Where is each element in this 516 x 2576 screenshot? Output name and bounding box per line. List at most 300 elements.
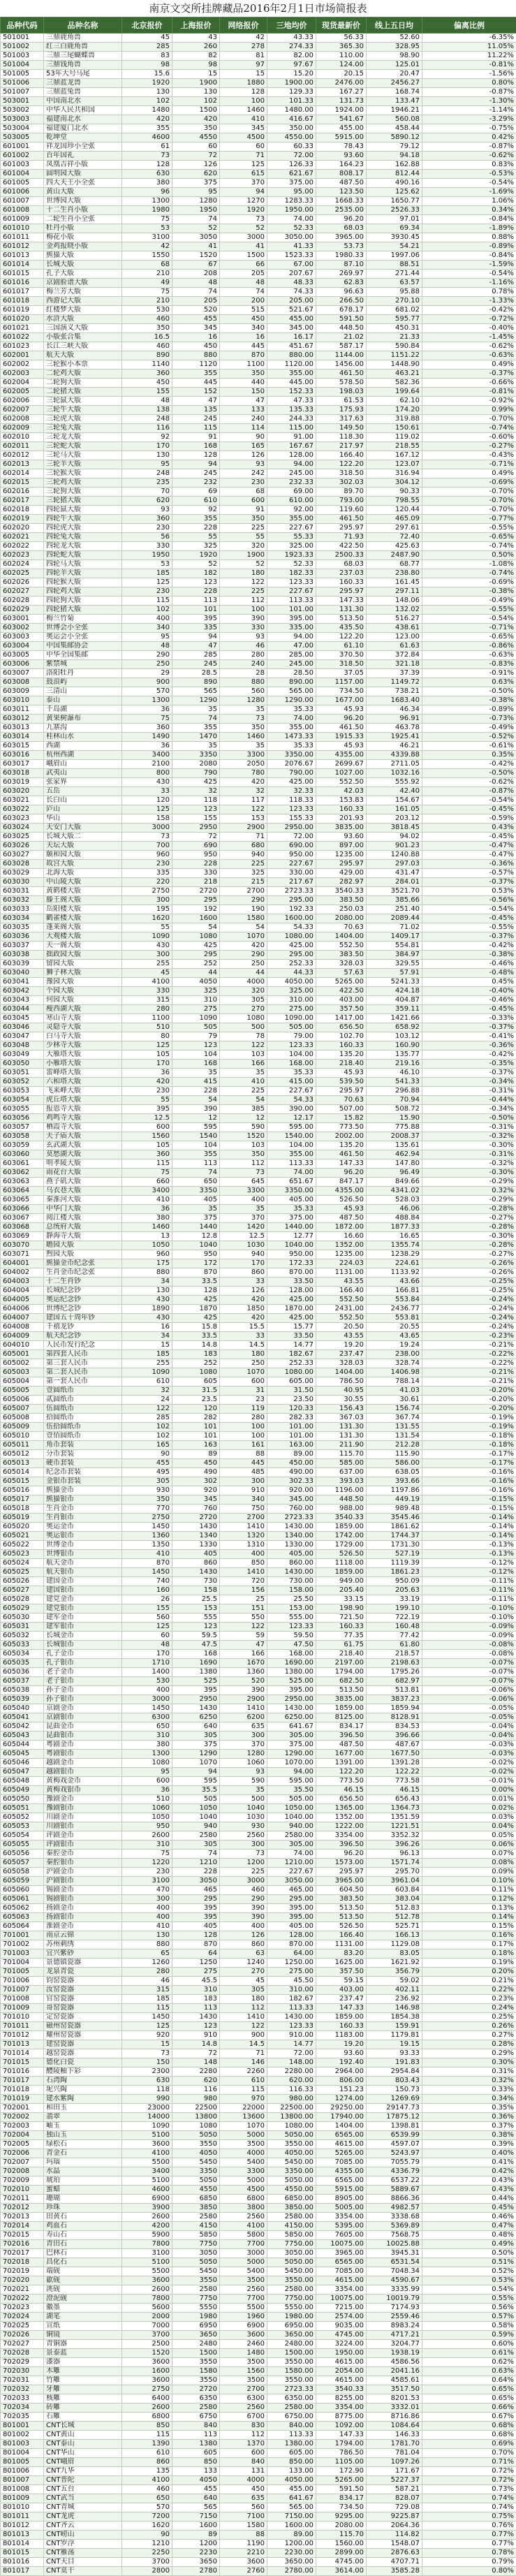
cell-name: 四轮猴大版 [44, 578, 122, 587]
cell-five-day-avg: 57.91 [367, 969, 422, 978]
cell-shanghai-price: 880 [172, 351, 220, 360]
cell-deviation: 0.13% [422, 1904, 516, 1913]
cell-code: 603057 [1, 1123, 44, 1132]
cell-beijing-price: 6400 [122, 2394, 172, 2403]
table-row [1, 1405, 516, 1414]
cell-deviation: -0.84% [422, 251, 516, 261]
cell-beijing-price: 305 [122, 1477, 172, 1486]
cell-deviation: 0.52% [422, 2267, 516, 2276]
cell-online-price: 880 [220, 678, 267, 687]
cell-online-price: 71 [220, 2049, 267, 2058]
cell-spot-latest: 1915.33 [316, 733, 367, 742]
cell-shanghai-price: 7750 [172, 2240, 220, 2249]
cell-five-day-avg: 319.88 [367, 415, 422, 424]
cell-name: 雨花台大版 [44, 1169, 122, 1178]
table-row [1, 460, 516, 469]
cell-beijing-price: 380 [122, 1214, 172, 1223]
cell-online-price: 126 [220, 1931, 267, 1940]
table-row [1, 2186, 516, 2195]
cell-spot-latest: 1924.00 [316, 106, 367, 115]
cell-name: 紫禁城 [44, 660, 122, 669]
cell-five-day-avg: 3332.01 [367, 2403, 422, 2413]
cell-five-day-avg: 148.06 [367, 597, 422, 606]
cell-online-price: 940 [220, 851, 267, 860]
table-row [1, 1141, 516, 1150]
cell-online-price: 1670 [220, 1659, 267, 1668]
cell-beijing-price: 73 [122, 2049, 172, 2058]
cell-spot-latest: 2054.00 [316, 2367, 367, 2376]
cell-three-avg: 101.00 [267, 1423, 316, 1432]
cell-deviation: -0.18% [422, 1432, 516, 1441]
cell-name: 建军银币 [44, 1623, 122, 1632]
cell-three-avg: 641.67 [267, 1722, 316, 1732]
cell-spot-latest: 1625.00 [316, 1959, 367, 1968]
cell-beijing-price: 5100 [122, 2131, 172, 2140]
cell-code: 702017 [1, 2249, 44, 2258]
cell-five-day-avg: 4707.71 [367, 2558, 422, 2567]
cell-spot-latest: 429.00 [316, 869, 367, 878]
cell-online-price: 1030 [220, 1241, 267, 1250]
cell-code: 701018 [1, 2086, 44, 2095]
table-row [1, 1505, 516, 1514]
cell-deviation: 0.11% [422, 1886, 516, 1895]
table-row [1, 388, 516, 397]
cell-spot-latest: 62.83 [316, 279, 367, 288]
cell-name: CNT天目 [44, 2558, 122, 2567]
cell-name: 福建南北水 [44, 115, 122, 124]
cell-three-avg: 35.50 [267, 1786, 316, 1795]
cell-five-day-avg: 166.13 [367, 1931, 422, 1940]
cell-five-day-avg: 553.84 [367, 1296, 422, 1305]
table-row [1, 324, 516, 333]
cell-online-price: 420 [220, 1314, 267, 1323]
table-row [1, 1786, 516, 1795]
table-row [1, 615, 516, 624]
cell-code: 604002 [1, 1268, 44, 1278]
cell-spot-latest: 6565.00 [316, 2131, 367, 2140]
cell-five-day-avg: 135.77 [367, 1051, 422, 1060]
cell-deviation: -0.24% [422, 1314, 516, 1323]
cell-five-day-avg: 3521.70 [367, 887, 422, 896]
cell-online-price: 600 [220, 2449, 267, 2458]
cell-code: 702032 [1, 2385, 44, 2394]
cell-code: 603048 [1, 1041, 44, 1051]
cell-beijing-price: 45 [122, 969, 172, 978]
cell-name: 大观楼大版 [44, 932, 122, 942]
cell-deviation: -0.28% [422, 1241, 516, 1250]
cell-shanghai-price: 130 [172, 88, 220, 97]
cell-deviation: 0.48% [422, 2231, 516, 2240]
cell-shanghai-price: 950 [172, 1250, 220, 1259]
cell-code: 702002 [1, 2113, 44, 2122]
cell-code: 701013 [1, 2040, 44, 2049]
cell-spot-latest: 115.70 [316, 2531, 367, 2540]
cell-beijing-price: 950 [122, 1822, 172, 1831]
cell-name: 二轮猪大版 [44, 388, 122, 397]
cell-beijing-price: 60 [122, 1632, 172, 1641]
cell-five-day-avg: 2954.84 [367, 2068, 422, 2077]
table-row [1, 2195, 516, 2204]
cell-beijing-price: 1300 [122, 696, 172, 705]
cell-online-price: 305 [220, 996, 267, 1005]
cell-three-avg: 1250.00 [267, 1959, 316, 1968]
cell-shanghai-price: 505 [172, 1795, 220, 1804]
cell-shanghai-price: 163 [172, 1441, 220, 1450]
cell-shanghai-price: 450 [172, 342, 220, 351]
cell-name: 粤剧银币 [44, 1750, 122, 1759]
cell-spot-latest: 1404.00 [316, 932, 367, 942]
cell-online-price: 3500 [220, 2376, 267, 2385]
cell-name: 千禧龙钞 [44, 1323, 122, 1332]
cell-online-price: 3600 [220, 2558, 267, 2567]
cell-deviation: -0.62% [422, 152, 516, 161]
cell-five-day-avg: 849.66 [367, 1178, 422, 1187]
cell-spot-latest: 122.20 [316, 460, 367, 469]
cell-three-avg: 4150.00 [267, 2222, 316, 2231]
cell-code: 601018 [1, 297, 44, 306]
table-row [1, 406, 516, 415]
cell-code: 603007 [1, 669, 44, 678]
cell-code: 603006 [1, 660, 44, 669]
table-row [1, 2049, 516, 2058]
cell-shanghai-price: 113 [172, 2431, 220, 2440]
cell-spot-latest: 96.20 [316, 215, 367, 224]
cell-deviation: 0.09% [422, 1868, 516, 1877]
cell-name: 长城金币 [44, 1632, 122, 1641]
table-row [1, 1450, 516, 1459]
cell-beijing-price: 530 [122, 306, 172, 315]
cell-spot-latest: 7085.00 [316, 2158, 367, 2167]
cell-online-price: 680 [220, 842, 267, 851]
cell-spot-latest: 2002.00 [316, 1132, 367, 1141]
cell-code: 702009 [1, 2176, 44, 2186]
cell-three-avg: 295.00 [267, 1895, 316, 1904]
cell-spot-latest: 201.93 [316, 814, 367, 824]
table-row [1, 2158, 516, 2167]
table-row [1, 814, 516, 824]
cell-name: 湖笔 [44, 2313, 122, 2322]
cell-beijing-price: 2800 [122, 2567, 172, 2576]
cell-online-price: 400 [220, 1550, 267, 1559]
cell-deviation: -0.49% [422, 597, 516, 606]
cell-beijing-price: 400 [122, 1913, 172, 1922]
cell-spot-latest: 3354.00 [316, 2285, 367, 2295]
cell-online-price: 340 [220, 1495, 267, 1505]
cell-three-avg: 390.00 [267, 1105, 316, 1114]
cell-code: 602027 [1, 587, 44, 597]
cell-code: 702035 [1, 2413, 44, 2422]
cell-code: 602018 [1, 506, 44, 515]
cell-online-price: 97 [220, 61, 267, 70]
cell-shanghai-price: 1980 [172, 2313, 220, 2322]
cell-spot-latest: 1235.00 [316, 1250, 367, 1259]
cell-name: 四轮猪大版 [44, 606, 122, 615]
cell-shanghai-price: 4550 [172, 2186, 220, 2195]
cell-name: 汝窑瓷器 [44, 1986, 122, 1995]
cell-code: 605034 [1, 1650, 44, 1659]
cell-deviation: 0.20% [422, 1968, 516, 1977]
cell-name: 长江三峡大版 [44, 342, 122, 351]
cell-shanghai-price: 54 [172, 923, 220, 932]
cell-code: 603045 [1, 1014, 44, 1023]
table-row [1, 1132, 516, 1141]
cell-five-day-avg: 781.04 [367, 2449, 422, 2458]
cell-deviation: -0.08% [422, 1641, 516, 1650]
cell-three-avg: 155.33 [267, 814, 316, 824]
cell-shanghai-price: 102 [172, 97, 220, 106]
cell-five-day-avg: 8716.86 [367, 2413, 422, 2422]
cell-three-avg: 4050.00 [267, 2149, 316, 2158]
cell-online-price: 3300 [220, 751, 267, 760]
cell-spot-latest: 1456.00 [316, 360, 367, 369]
cell-shanghai-price: 415 [172, 1078, 220, 1087]
cell-deviation: -0.18% [422, 1441, 516, 1450]
cell-five-day-avg: 95.88 [367, 288, 422, 297]
cell-beijing-price: 55 [122, 1096, 172, 1105]
cell-name: 龙泉青瓷 [44, 1968, 122, 1977]
cell-beijing-price: 300 [122, 951, 172, 960]
cell-beijing-price: 195 [122, 905, 172, 914]
cell-beijing-price: 530 [122, 1677, 172, 1686]
cell-online-price: 400 [220, 1922, 267, 1931]
cell-spot-latest: 1118.00 [316, 1559, 367, 1568]
cell-five-day-avg: 1119.39 [367, 1559, 422, 1568]
cell-spot-latest: 1391.00 [316, 1759, 367, 1768]
cell-code: 605048 [1, 1777, 44, 1786]
table-row [1, 1677, 516, 1686]
cell-deviation: 0.30% [422, 2058, 516, 2068]
cell-spot-latest: 68.03 [316, 560, 367, 569]
cell-three-avg: 44.33 [267, 969, 316, 978]
cell-code: 604001 [1, 1259, 44, 1268]
cell-name: 中国集邮协会 [44, 642, 122, 651]
cell-five-day-avg: 199.10 [367, 1604, 422, 1613]
cell-deviation: 0.34% [422, 2095, 516, 2104]
table-row [1, 2285, 516, 2295]
cell-three-avg: 91.00 [267, 433, 316, 442]
cell-online-price: 112 [220, 2004, 267, 2013]
cell-deviation: 0.16% [422, 1931, 516, 1940]
cell-online-price: 1410 [220, 1568, 267, 1577]
cell-name: 越窑瓷器 [44, 2049, 122, 2058]
cell-name: 巴林石 [44, 2249, 122, 2258]
cell-shanghai-price: 605 [172, 2449, 220, 2458]
cell-beijing-price: 125 [122, 1623, 172, 1632]
cell-five-day-avg: 372.84 [367, 651, 422, 660]
cell-online-price: 1850 [220, 1305, 267, 1314]
cell-online-price: 1410 [220, 1704, 267, 1713]
cell-spot-latest: 604.50 [316, 1886, 367, 1895]
cell-deviation: 0.33% [422, 2086, 516, 2095]
cell-beijing-price: 570 [122, 2503, 172, 2512]
cell-three-avg: 2076.67 [267, 760, 316, 769]
cell-name: 玄武湖大版 [44, 1141, 122, 1150]
cell-three-avg: 730.00 [267, 1577, 316, 1586]
table-row [1, 742, 516, 751]
table-row [1, 1486, 516, 1495]
cell-deviation: 1.06% [422, 197, 516, 206]
table-row [1, 1350, 516, 1359]
cell-five-day-avg: 527.19 [367, 1550, 422, 1559]
cell-shanghai-price: 310 [172, 996, 220, 1005]
cell-three-avg: 5050.00 [267, 2258, 316, 2267]
cell-code: 801017 [1, 2567, 44, 2576]
cell-online-price: 440 [220, 379, 267, 388]
cell-code: 801005 [1, 2458, 44, 2467]
cell-online-price: 54 [220, 1096, 267, 1105]
cell-shanghai-price: 168 [172, 1650, 220, 1659]
cell-five-day-avg: 4339.88 [367, 751, 422, 760]
cell-name: 评剧金币 [44, 1831, 122, 1840]
cell-three-avg: 167.67 [267, 442, 316, 451]
cell-code: 603024 [1, 824, 44, 833]
cell-spot-latest: 37.05 [316, 669, 367, 678]
table-row [1, 1495, 516, 1505]
cell-three-avg: 1473.33 [267, 733, 316, 742]
cell-code: 601009 [1, 215, 44, 224]
cell-deviation: 0.22% [422, 1986, 516, 1995]
cell-deviation: 0.61% [422, 2349, 516, 2358]
cell-name: 纪念币套装 [44, 1468, 122, 1477]
cell-three-avg: 880.00 [267, 351, 316, 360]
cell-deviation: 0.83% [422, 161, 516, 170]
cell-spot-latest: 734.50 [316, 687, 367, 696]
cell-name: 岳阳楼大版 [44, 905, 122, 914]
cell-code: 702029 [1, 2358, 44, 2367]
cell-code: 602025 [1, 569, 44, 578]
cell-online-price: 15.5 [220, 1323, 267, 1332]
table-row [1, 1287, 516, 1296]
cell-three-avg: 133.00 [267, 2467, 316, 2476]
cell-five-day-avg: 304.12 [367, 478, 422, 488]
cell-deviation: -0.16% [422, 1477, 516, 1486]
cell-spot-latest: 637.00 [316, 1468, 367, 1477]
cell-beijing-price: 15 [122, 2040, 172, 2049]
cell-five-day-avg: 2487.90 [367, 551, 422, 560]
cell-code: 601002 [1, 152, 44, 161]
cell-shanghai-price: 375 [172, 1214, 220, 1223]
cell-beijing-price: 1300 [122, 1750, 172, 1759]
cell-deviation: -0.45% [422, 833, 516, 842]
cell-deviation: -0.54% [422, 615, 516, 624]
cell-deviation: -0.14% [422, 1532, 516, 1541]
cell-beijing-price: 3000 [122, 1695, 172, 1704]
cell-beijing-price: 96 [122, 188, 172, 197]
cell-beijing-price: 630 [122, 170, 172, 179]
cell-five-day-avg: 424.18 [367, 987, 422, 996]
cell-spot-latest: 1404.00 [316, 1368, 367, 1377]
cell-online-price: 520 [220, 1677, 267, 1686]
cell-three-avg: 355.00 [267, 1150, 316, 1159]
cell-five-day-avg: 1240.88 [367, 851, 422, 860]
cell-shanghai-price: 4050 [172, 978, 220, 987]
table-row [1, 1913, 516, 1922]
cell-name: 世博园大版 [44, 197, 122, 206]
cell-beijing-price: 48 [122, 642, 172, 651]
cell-deviation: -0.13% [422, 1541, 516, 1550]
cell-online-price: 600 [220, 1377, 267, 1386]
cell-shanghai-price: 118 [172, 796, 220, 805]
cell-name: 京剧银币 [44, 1713, 122, 1722]
cell-spot-latest: 3965.00 [316, 233, 367, 242]
table-row [1, 469, 516, 478]
table-row [1, 2213, 516, 2222]
cell-code: 605012 [1, 1450, 44, 1459]
cell-beijing-price: 1450 [122, 1523, 172, 1532]
table-row [1, 1750, 516, 1759]
cell-online-price: 5500 [220, 2304, 267, 2313]
cell-online-price: 22000 [220, 2104, 267, 2113]
cell-online-price: 25 [220, 1595, 267, 1604]
cell-online-price: 47 [220, 1641, 267, 1650]
cell-online-price: 390 [220, 1913, 267, 1922]
cell-deviation: -0.74% [422, 569, 516, 578]
cell-name: 水晶 [44, 2167, 122, 2176]
cell-code: 602022 [1, 542, 44, 551]
cell-online-price: 4500 [220, 2186, 267, 2195]
cell-name: 豫剧银币 [44, 1804, 122, 1813]
cell-online-price: 3000 [220, 1877, 267, 1886]
table-row [1, 79, 516, 88]
cell-beijing-price: 1080 [122, 1759, 172, 1768]
cell-beijing-price: 700 [122, 842, 172, 851]
cell-shanghai-price: 1500 [172, 2349, 220, 2358]
table-row [1, 1604, 516, 1613]
cell-online-price: 2560 [220, 2285, 267, 2295]
cell-beijing-price: 2300 [122, 2068, 172, 2077]
cell-deviation: -0.37% [422, 932, 516, 942]
cell-three-avg: 67.00 [267, 261, 316, 270]
cell-deviation: -0.15% [422, 1495, 516, 1505]
cell-three-avg: 116.33 [267, 2086, 316, 2095]
cell-spot-latest: 1980.33 [316, 251, 367, 261]
cell-code: 801016 [1, 2558, 44, 2567]
table-row [1, 1514, 516, 1523]
cell-beijing-price: 23000 [122, 2104, 172, 2113]
cell-spot-latest: 513.50 [316, 615, 367, 624]
table-row [1, 1713, 516, 1722]
cell-spot-latest: 2080.00 [316, 2522, 367, 2531]
cell-shanghai-price: 101 [172, 1423, 220, 1432]
cell-three-avg: 395.00 [267, 615, 316, 624]
cell-beijing-price: 130 [122, 88, 172, 97]
cell-shanghai-price: 565 [172, 2503, 220, 2512]
cell-three-avg: 55.33 [267, 533, 316, 542]
cell-name: 坭兴陶 [44, 2086, 122, 2095]
cell-beijing-price: 900 [122, 678, 172, 687]
cell-spot-latest: 160.33 [316, 578, 367, 587]
cell-shanghai-price: 3650 [172, 2558, 220, 2567]
cell-beijing-price: 5500 [122, 2158, 172, 2167]
table-row [1, 1804, 516, 1813]
cell-beijing-price: 1620 [122, 2522, 172, 2531]
cell-five-day-avg: 487.67 [367, 1741, 422, 1750]
cell-name: 颐和园大版 [44, 851, 122, 860]
cell-shanghai-price: 295 [172, 951, 220, 960]
cell-code: 605047 [1, 1768, 44, 1777]
cell-code: 702027 [1, 2340, 44, 2349]
cell-online-price: 73 [220, 715, 267, 724]
cell-name: 淮剧金币 [44, 1922, 122, 1931]
cell-deviation: 11.22% [422, 52, 516, 61]
cell-deviation: -0.11% [422, 1577, 516, 1586]
cell-deviation: 0.66% [422, 2403, 516, 2413]
cell-beijing-price: 285 [122, 1414, 172, 1423]
cell-deviation: 0.42% [422, 2167, 516, 2176]
cell-name: 建国银币 [44, 1586, 122, 1595]
cell-deviation: 0.38% [422, 2131, 516, 2140]
cell-deviation: -0.12% [422, 1559, 516, 1568]
